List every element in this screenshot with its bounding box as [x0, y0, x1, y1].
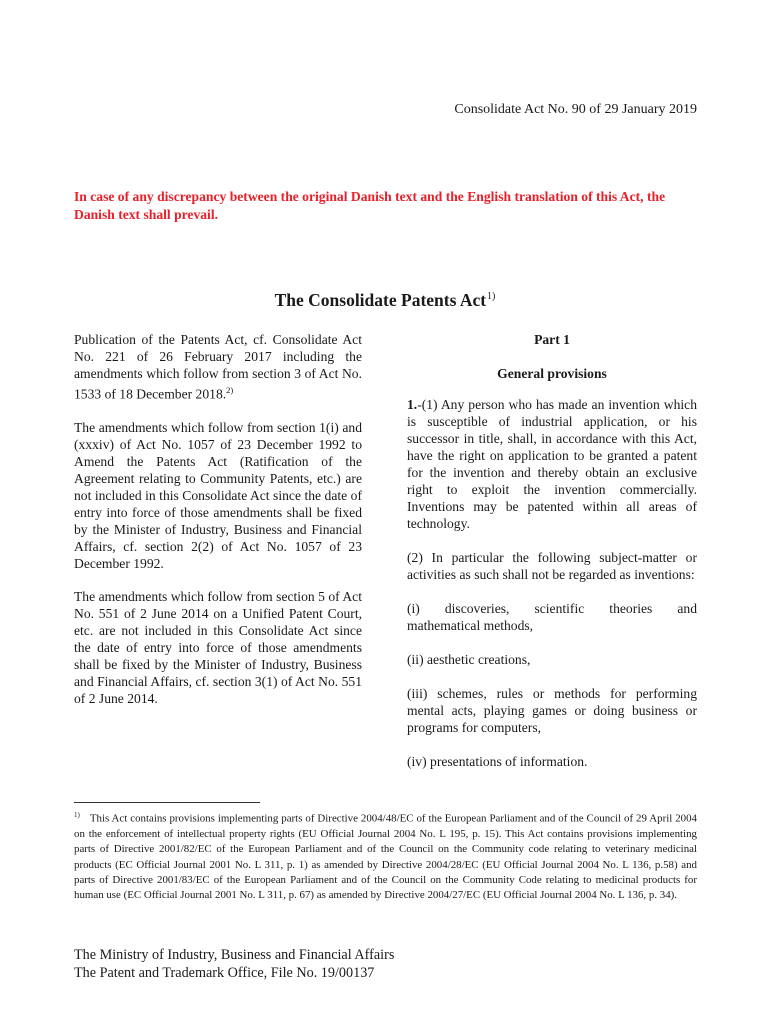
publication-footnote-mark: 2) — [226, 385, 234, 395]
item-ii: (ii) aesthetic creations, — [407, 652, 531, 667]
title-text: The Consolidate Patents Act — [274, 290, 487, 310]
act-reference: Consolidate Act No. 90 of 29 January 2019 — [454, 102, 697, 117]
amendments-paragraph-2: The amendments which follow from section 5 of Act No. 551 of 2 June 2014 on a Unified Patent Court, etc. are not included in this Consolidate Act since the date of entry into force of those amendments shall be fixed by the Minister of Industry, Business and Financial Affairs, cf. section 3(1) of Act No. 551 of 2 June 2014. — [74, 588, 362, 706]
section-1-text: -(1) Any person who has made an invention which is susceptible of industrial application, or his successor in title, shall, in accordance with this Act, have the right on application to be granted a patent for the invention and thereby obtain an exclusive right to exploit the invention commercially. Inventions may be patented within all areas of technology. — [407, 397, 697, 531]
subsection-2-paragraph: (2) In particular the following subject-matter or activities as such shall not be regarded as inventions: — [407, 550, 697, 582]
left-column — [74, 331, 362, 723]
footnote-text: This Act contains provisions implementing parts of Directive 2004/48/EC of the European Parliament and of the Council of 29 April 2004 on the enforcement of intellectual property rights (EU Official Journal 2004 No. L 195, p. 15). This Act contains provisions implementing parts of Directive 2001/82/EC of the European Parliament and of the Council on the Community code relating to veterinary medicinal products (EC Official Journal 2001 No. L 311, p. 1) as amended by Directive 2004/28/EC (EU Official Journal 2004 No. L 136, p.58) and parts of Directive 2001/83/EC of the European Parliament and of the Council on the Community Code relating to medicinal products for human use (EC Official Journal 2001 No. L 311, p. 67) as amended by Directive 2004/27/EC (EU Official Journal 2004 No. L 136, p. 34). — [74, 812, 697, 902]
item-iv: (iv) presentations of information. — [407, 754, 588, 769]
publication-text: Publication of the Patents Act, cf. Consolidate Act No. 221 of 26 February 2017 including the amendments which follow from section 3 of Act No. 1533 of 18 December 2018. — [74, 332, 362, 402]
footnote-mark: 1) — [74, 811, 80, 819]
footer-ministry: The Ministry of Industry, Business and Financial Affairs — [74, 947, 395, 963]
publication-paragraph — [74, 331, 362, 403]
amendments-paragraph-1: The amendments which follow from section 1(i) and (xxxiv) of Act No. 1057 of 23 December 1992 to Amend the Patents Act (Ratification of the Agreement relating to Community Patents, etc.) are not included in this Consolidate Act since the date of entry into force of those amendments shall be fixed by the Minister of Industry, Business and Financial Affairs, cf. section 2(2) of Act No. 1057 of 23 December 1992. — [74, 419, 362, 571]
footer — [74, 946, 574, 982]
section-1-paragraph — [407, 396, 697, 532]
item-i-line1: (i) discoveries, scientific theories and — [407, 601, 697, 616]
footer-file-number: The Patent and Trademark Office, File No. 19/00137 — [74, 965, 375, 981]
page-title — [0, 290, 770, 311]
section-heading: General provisions — [497, 366, 607, 381]
discrepancy-notice: In case of any discrepancy between the original Danish text and the English translation of this Act, the Danish text shall prevail. — [74, 189, 666, 222]
item-i-line2: mathematical methods, — [407, 618, 534, 633]
section-number: 1. — [407, 397, 418, 412]
part-heading: Part 1 — [534, 332, 570, 347]
item-iii: (iii) schemes, rules or methods for performing mental acts, playing games or doing business or programs for computers, — [407, 686, 697, 735]
footnote — [74, 808, 697, 903]
title-footnote-mark: 1) — [487, 291, 496, 303]
footnote-divider — [74, 802, 260, 803]
right-column — [407, 331, 697, 787]
